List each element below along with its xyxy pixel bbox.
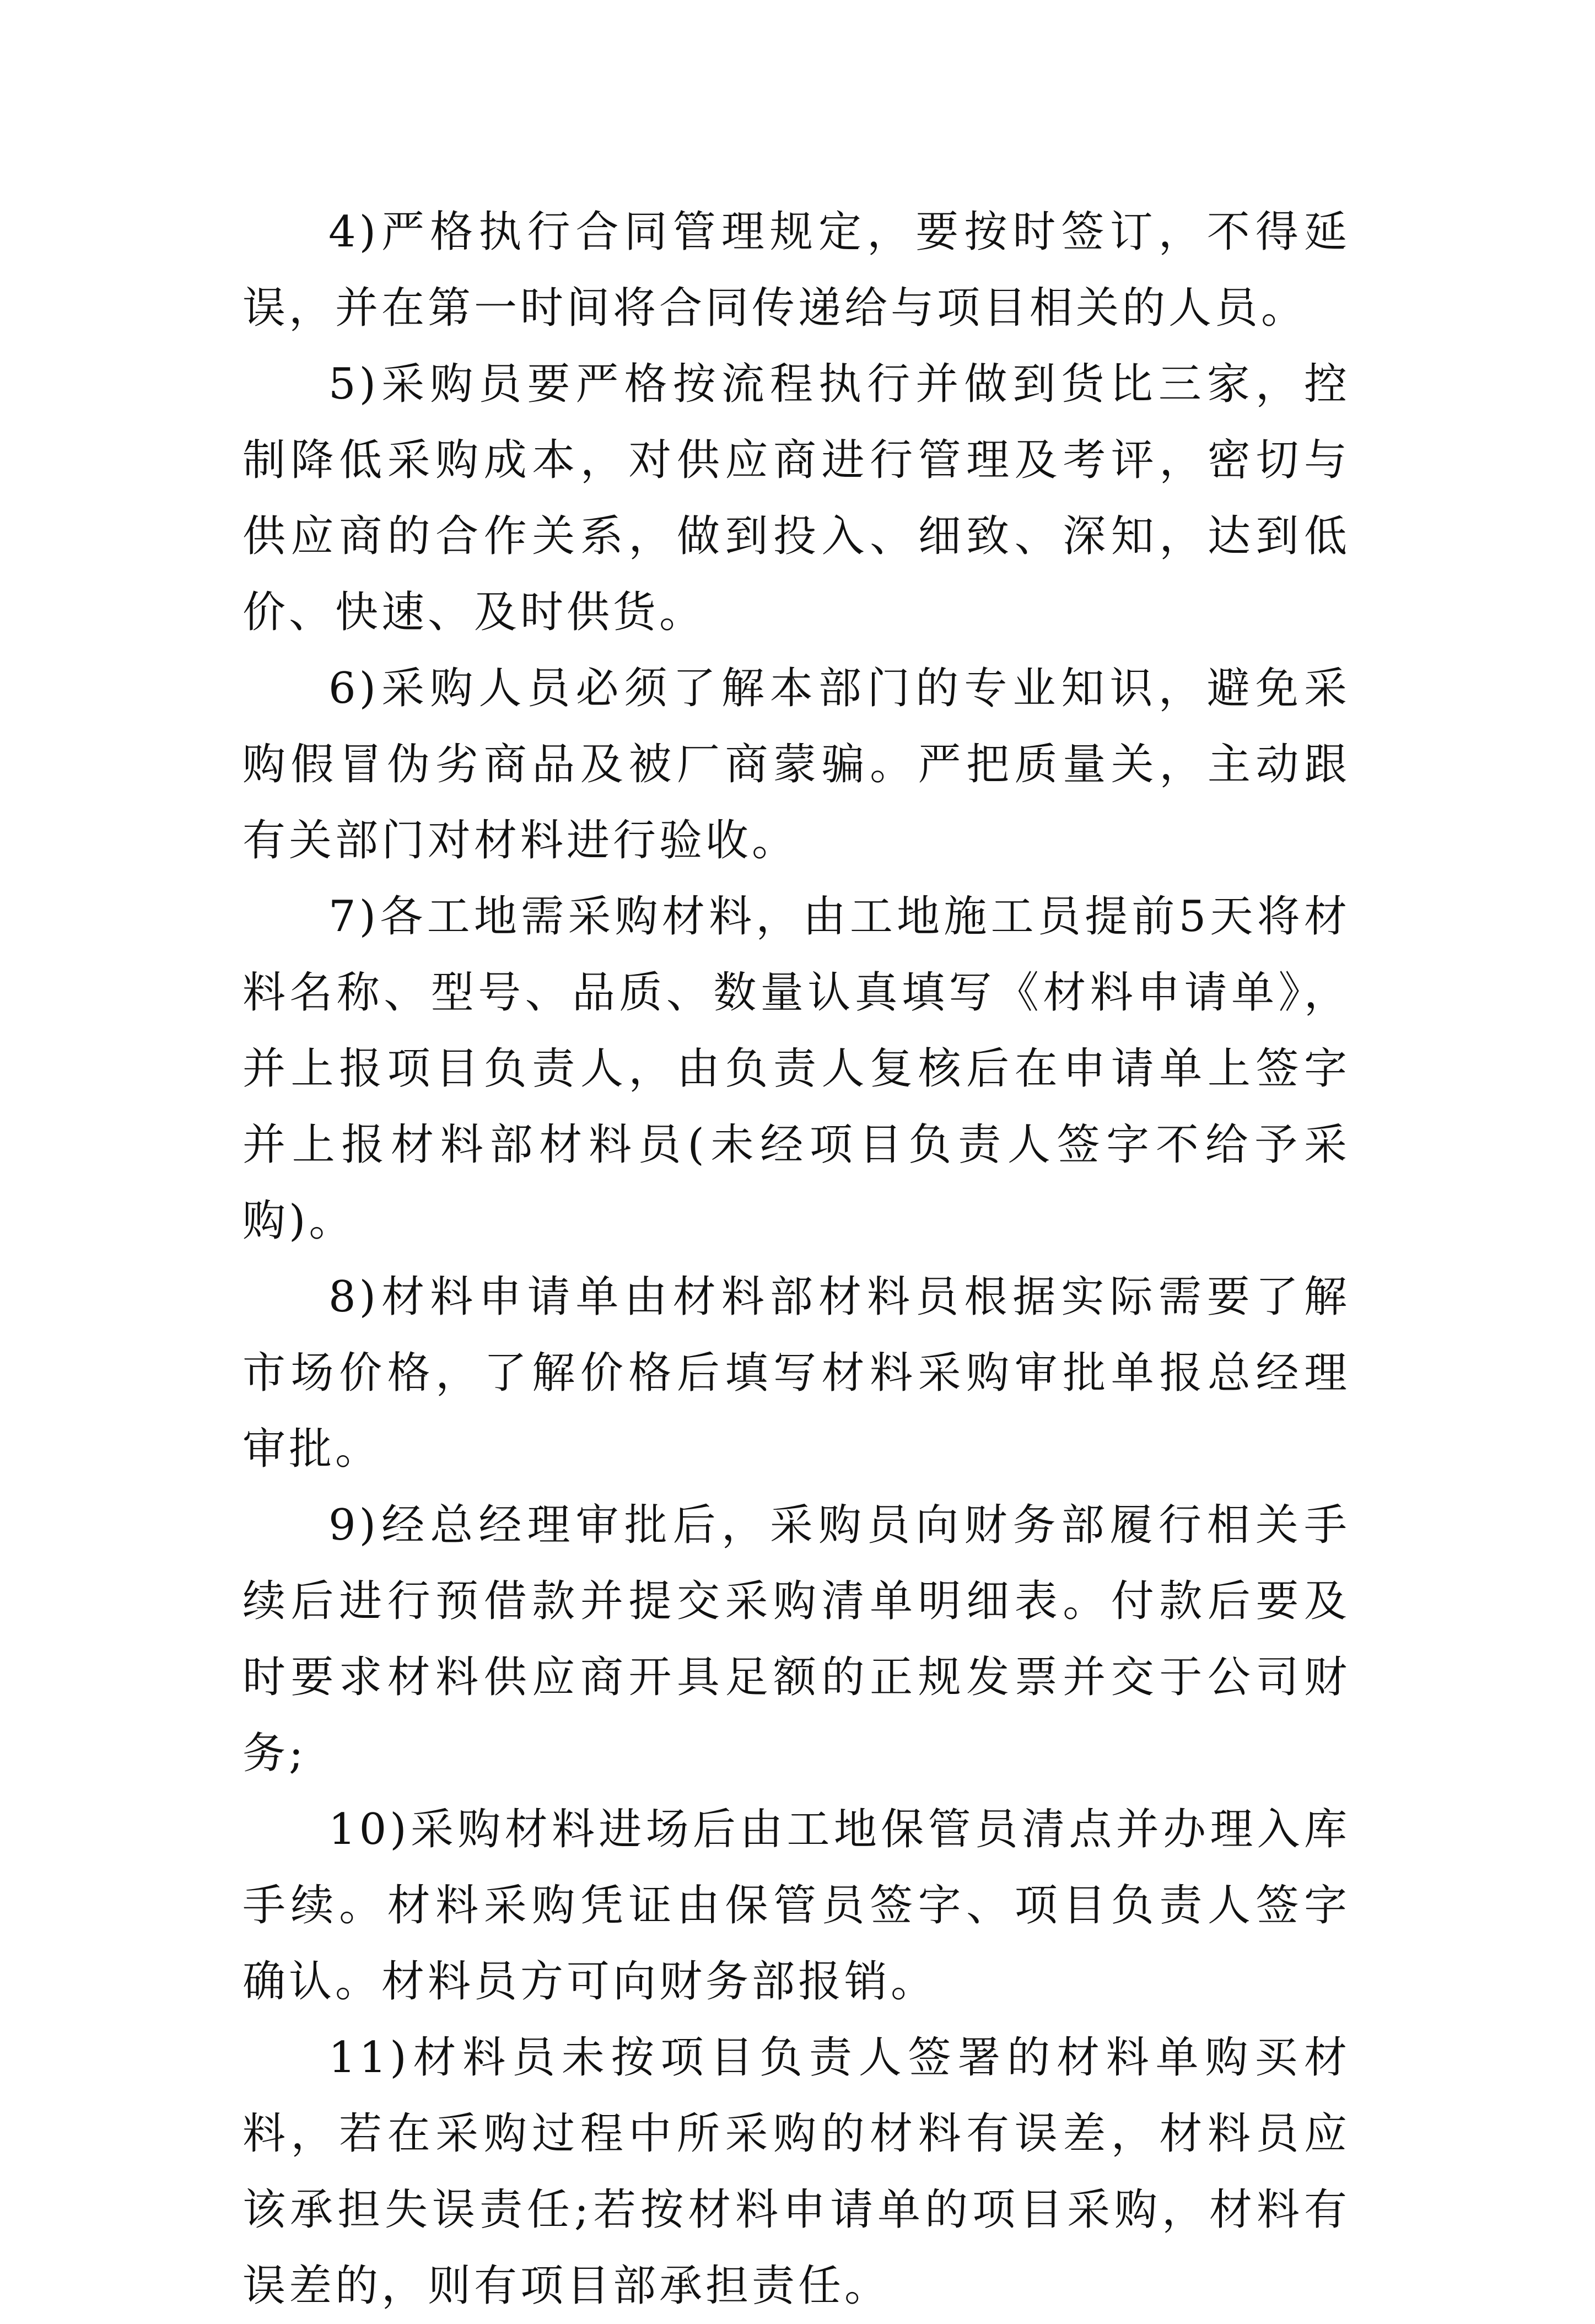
paragraph-item-8: 8)材料申请单由材料部材料员根据实际需要了解市场价格，了解价格后填写材料采购审批单报总经理审批。: [243, 1272, 1350, 1474]
paragraph-item-4: 4)严格执行合同管理规定，要按时签订，不得延误，并在第一时间将合同传递给与项目相关的人员。: [243, 207, 1350, 333]
paragraph-item-10: 10)采购材料进场后由工地保管员清点并办理入库手续。材料采购凭证由保管员签字、项目负责人签字确认。材料员方可向财务部报销。: [243, 1805, 1350, 2006]
paragraph-item-5: 5)采购员要严格按流程执行并做到货比三家，控制降低采购成本，对供应商进行管理及考评，密切与供应商的合作关系，做到投入、细致、深知，达到低价、快速、及时供货。: [243, 359, 1350, 637]
paragraph-item-9: 9)经总经理审批后，采购员向财务部履行相关手续后进行预借款并提交采购清单明细表。付款后要及时要求材料供应商开具足额的正规发票并交于公司财务;: [243, 1500, 1350, 1778]
paragraph-item-6: 6)采购人员必须了解本部门的专业知识，避免采购假冒伪劣商品及被厂商蒙骗。严把质量关，主动跟有关部门对材料进行验收。: [243, 664, 1350, 865]
paragraph-item-7: 7)各工地需采购材料，由工地施工员提前5天将材料名称、型号、品质、数量认真填写《材料申请单》，并上报项目负责人，由负责人复核后在申请单上签字并上报材料部材料员(未经项目负责人签字不给予采购)。: [243, 892, 1350, 1246]
document-body: [243, 194, 1350, 2324]
paragraph-item-11: 11)材料员未按项目负责人签署的材料单购买材料，若在采购过程中所采购的材料有误差，材料员应该承担失误责任;若按材料申请单的项目采购，材料有误差的，则有项目部承担责任。: [243, 2033, 1350, 2311]
